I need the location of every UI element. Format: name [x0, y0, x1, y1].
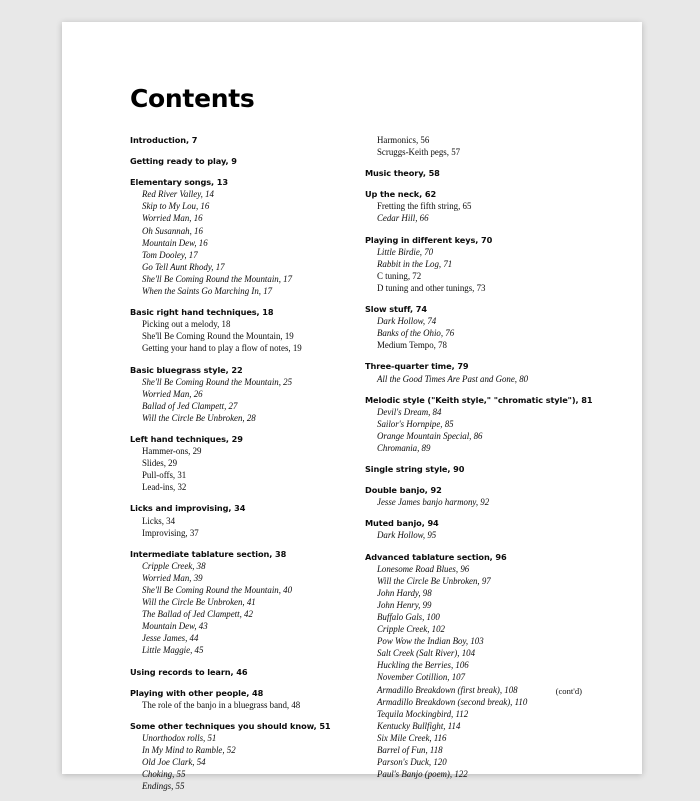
toc-entry-section[interactable]: Playing with other people, 48 [130, 687, 264, 698]
toc-entry-item[interactable]: Will the Circle Be Unbroken, 97 [377, 575, 491, 586]
toc-entry-item[interactable]: Armadillo Breakdown (first break), 108 [377, 684, 518, 695]
toc-entry-item[interactable]: Salt Creek (Salt River), 104 [377, 648, 476, 659]
toc-group [130, 176, 347, 297]
toc-entry-item[interactable]: Endings, 55 [142, 781, 185, 792]
toc-entry-item[interactable]: John Hardy, 98 [377, 587, 432, 598]
toc-entry-item[interactable]: The Ballad of Jed Clampett, 42 [142, 609, 253, 620]
toc-entry-item[interactable]: Lead-ins, 32 [142, 482, 187, 493]
toc-entry-section[interactable]: Playing in different keys, 70 [365, 234, 493, 245]
toc-entry-item[interactable]: Worried Man, 39 [142, 572, 203, 583]
toc-group [365, 463, 582, 475]
toc-entry-section[interactable]: Getting ready to play, 9 [130, 156, 237, 167]
toc-entry-item[interactable]: Sailor's Hornpipe, 85 [377, 418, 454, 429]
toc-entry-item[interactable]: Mountain Dew, 16 [142, 237, 208, 248]
toc-entry-item[interactable]: She'll Be Coming Round the Mountain, 40 [142, 585, 293, 595]
toc-entry-item[interactable]: In My Mind to Ramble, 52 [142, 745, 236, 756]
toc-entry-item[interactable]: November Cotillion, 107 [377, 672, 466, 683]
toc-entry-section[interactable]: Intermediate tablature section, 38 [130, 548, 287, 559]
toc-entry-item[interactable]: Mountain Dew, 43 [142, 621, 208, 632]
toc-group [130, 720, 347, 793]
toc-entry-item[interactable]: D tuning and other tunings, 73 [377, 282, 486, 293]
toc-entry-item[interactable]: When the Saints Go Marching In, 17 [142, 286, 273, 297]
toc-entry-item[interactable]: Cedar Hill, 66 [377, 213, 429, 224]
toc-entry-item[interactable]: Getting your hand to play a flow of notes, 19 [142, 343, 302, 354]
toc-entry-item[interactable]: She'll Be Coming Round the Mountain, 19 [142, 331, 294, 342]
toc-entry-section[interactable]: Advanced tablature section, 96 [365, 551, 507, 562]
toc-entry-item[interactable]: C tuning, 72 [377, 270, 422, 281]
toc-entry-item[interactable]: Will the Circle Be Unbroken, 28 [142, 412, 256, 423]
toc-entry-section[interactable]: Basic right hand techniques, 18 [130, 307, 274, 318]
toc-entry-item[interactable]: Ballad of Jed Clampett, 27 [142, 400, 238, 411]
toc-group [130, 306, 347, 354]
toc-entry-item[interactable]: She'll Be Coming Round the Mountain, 17 [142, 273, 293, 284]
toc-entry-item[interactable]: Worried Man, 26 [142, 388, 203, 399]
toc-entry-section[interactable]: Single string style, 90 [365, 464, 465, 475]
toc-entry-item[interactable]: Will the Circle Be Unbroken, 41 [142, 597, 256, 608]
toc-entry-section[interactable]: Some other techniques you should know, 51 [130, 720, 331, 731]
toc-entry-section[interactable]: Music theory, 58 [365, 168, 440, 179]
toc-group [365, 551, 582, 781]
contents-columns [130, 134, 593, 801]
toc-entry-item[interactable]: Buffalo Gals, 100 [377, 612, 440, 622]
toc-group [130, 666, 347, 678]
toc-entry-item[interactable]: Skip to My Lou, 16 [142, 201, 210, 212]
toc-group [130, 155, 347, 167]
toc-entry-section[interactable]: Basic bluegrass style, 22 [130, 364, 243, 375]
toc-entry-item[interactable]: Licks, 34 [142, 515, 176, 526]
contents-left-column [130, 134, 347, 801]
toc-entry-item[interactable]: Dark Hollow, 95 [377, 530, 437, 541]
toc-entry-item[interactable]: Barrel of Fun, 118 [377, 745, 443, 756]
toc-entry-section[interactable]: Using records to learn, 46 [130, 666, 248, 677]
toc-entry-item[interactable]: Old Joe Clark, 54 [142, 757, 206, 768]
toc-entry-item[interactable]: Pow Wow the Indian Boy, 103 [377, 636, 484, 647]
toc-entry-item[interactable]: Little Birdie, 70 [377, 246, 434, 257]
toc-group [130, 548, 347, 657]
toc-entry-item[interactable]: Scruggs-Keith pegs, 57 [377, 147, 461, 158]
toc-entry-section[interactable]: Double banjo, 92 [365, 485, 442, 496]
toc-entry-item[interactable]: She'll Be Coming Round the Mountain, 25 [142, 376, 293, 387]
toc-group [365, 394, 593, 454]
toc-entry-section[interactable]: Introduction, 7 [130, 135, 198, 145]
toc-entry-item[interactable]: Banks of the Ohio, 76 [377, 328, 455, 339]
toc-entry-item[interactable]: Go Tell Aunt Rhody, 17 [142, 261, 225, 272]
toc-entry-item[interactable]: Harmonics, 56 [377, 135, 430, 145]
toc-entry-item[interactable]: John Henry, 99 [377, 599, 432, 610]
toc-entry-item[interactable]: Devil's Dream, 84 [377, 406, 442, 417]
toc-entry-item[interactable]: Tequila Mockingbird, 112 [377, 708, 469, 719]
toc-group [130, 433, 347, 493]
toc-group [365, 484, 582, 508]
toc-entry-item[interactable]: Jesse James banjo harmony, 92 [377, 497, 490, 508]
toc-entry-item[interactable]: Little Maggie, 45 [142, 645, 204, 656]
toc-group [130, 364, 347, 424]
toc-entry-item[interactable]: Pull-offs, 31 [142, 470, 187, 481]
toc-entry-item[interactable]: Orange Mountain Special, 86 [377, 430, 483, 441]
toc-entry-section[interactable]: Elementary songs, 13 [130, 177, 228, 188]
toc-group [365, 234, 582, 294]
toc-entry-item[interactable]: Cripple Creek, 38 [142, 560, 206, 571]
continued-label: (cont'd) [555, 686, 582, 696]
toc-entry-item[interactable]: Choking, 55 [142, 769, 186, 780]
toc-entry-item[interactable]: Armadillo Breakdown (second break), 110 [377, 696, 528, 707]
toc-entry-item[interactable]: Cripple Creek, 102 [377, 624, 445, 635]
toc-entry-item[interactable]: Tom Dooley, 17 [142, 249, 198, 260]
toc-entry-item[interactable]: Six Mile Creek, 116 [377, 732, 447, 743]
toc-entry-item[interactable]: Parson's Duck, 120 [377, 757, 447, 768]
toc-entry-item[interactable]: Kentucky Bullfight, 114 [377, 720, 461, 731]
document-page [62, 22, 642, 792]
toc-entry-item[interactable]: Red River Valley, 14 [142, 189, 214, 200]
toc-entry-item[interactable]: Oh Susannah, 16 [142, 225, 203, 236]
toc-group [130, 687, 347, 711]
toc-group [130, 134, 347, 146]
toc-entry-section[interactable]: Slow stuff, 74 [365, 304, 427, 315]
toc-entry-item[interactable]: Rabbit in the Log, 71 [377, 258, 453, 269]
toc-entry-section[interactable]: Up the neck, 62 [365, 189, 437, 200]
toc-entry-section[interactable]: Three-quarter time, 79 [365, 361, 469, 372]
toc-entry-section[interactable]: Licks and improvising, 34 [130, 503, 246, 514]
toc-group [365, 303, 582, 351]
toc-entry-item[interactable]: Picking out a melody, 18 [142, 319, 231, 330]
toc-entry-section[interactable]: Muted banjo, 94 [365, 518, 439, 529]
toc-entry-item[interactable]: Dark Hollow, 74 [377, 316, 437, 327]
toc-group [365, 360, 582, 384]
toc-entry-item[interactable]: Unorthodox rolls, 51 [142, 732, 217, 743]
toc-entry-item[interactable]: Worried Man, 16 [142, 213, 203, 224]
toc-group [365, 134, 582, 158]
toc-entry-section[interactable]: Melodic style ("Keith style," "chromatic style"), 81 [365, 394, 593, 405]
page-title: Contents [130, 84, 255, 113]
toc-entry-item[interactable]: Slides, 29 [142, 458, 178, 469]
toc-entry-item[interactable]: The role of the banjo in a bluegrass band, 48 [142, 699, 301, 710]
toc-entry-item[interactable]: Hammer-ons, 29 [142, 446, 202, 457]
toc-group [365, 167, 582, 179]
toc-entry-item[interactable]: Chromania, 89 [377, 442, 431, 453]
toc-entry-item[interactable]: Medium Tempo, 78 [377, 340, 447, 351]
contents-right-column [365, 134, 593, 801]
toc-entry-item[interactable]: Huckling the Berries, 106 [377, 660, 469, 671]
toc-group [365, 188, 582, 224]
toc-entry-item[interactable]: Lonesome Road Blues, 96 [377, 563, 470, 574]
toc-entry-item[interactable]: Paul's Banjo (poem), 122 [377, 769, 468, 780]
toc-entry-item[interactable]: Jesse James, 44 [142, 633, 199, 644]
toc-entry-item[interactable]: Fretting the fifth string, 65 [377, 201, 472, 212]
toc-group [130, 502, 347, 538]
toc-group [365, 517, 582, 541]
toc-entry-item[interactable]: All the Good Times Are Past and Gone, 80 [377, 373, 529, 384]
toc-entry-section[interactable]: Left hand techniques, 29 [130, 433, 243, 444]
toc-entry-item[interactable]: Improvising, 37 [142, 527, 199, 538]
